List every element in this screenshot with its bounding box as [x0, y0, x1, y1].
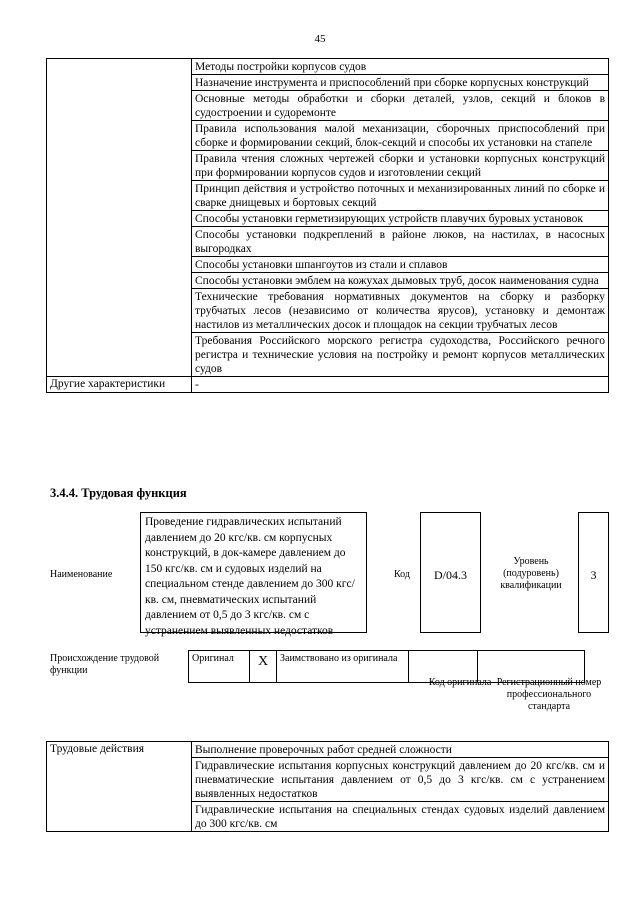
borrowed-label: Заимствовано из оригинала — [277, 651, 409, 683]
knowledge-item: Правила использования малой механизации, сборочных приспособлений при сборке и формировании секций, блок-секций и способы их установки на стапеле — [192, 121, 609, 151]
labor-actions-label: Трудовые действия — [47, 742, 192, 832]
original-code-caption: Код оригинала — [428, 677, 492, 688]
knowledge-item: Правила чтения сложных чертежей сборки и установки корпусных конструкций при формировании корпусов судов и изготовлении секций — [192, 151, 609, 181]
other-characteristics-value: - — [192, 377, 609, 393]
labor-function-code: D/04.3 — [420, 512, 481, 633]
table-row — [47, 59, 609, 75]
table-row — [47, 377, 609, 393]
knowledge-item: Способы установки эмблем на кожухах дымовых труб, досок наименования судна — [192, 273, 609, 289]
knowledge-table — [46, 58, 609, 393]
labor-action-item: Гидравлические испытания на специальных стендах судовых изделий давлением до 300 кгс/кв. см — [192, 802, 609, 832]
knowledge-item: Назначение инструмента и приспособлений при сборке корпусных конструкций — [192, 75, 609, 91]
origin-label: Происхождение трудовой функции — [50, 653, 160, 676]
labor-action-item: Выполнение проверочных работ средней сложности — [192, 742, 609, 758]
labor-function-name: Проведение гидравлических испытаний давлением до 20 кгс/кв. см корпусных конструкций, в док-камере давлением до 150 кгс/кв. см и судовых изделий на специальном стенде давлением до 300 кгс/кв. см, пневматических испытаний давлением от 0,5 до 3 кгс/кв. см с устранением выявленных недостатков — [140, 512, 367, 633]
knowledge-item: Основные методы обработки и сборки деталей, узлов, секций и блоков в судостроении и судоремонте — [192, 91, 609, 121]
labor-actions-table — [46, 741, 609, 832]
knowledge-item: Принцип действия и устройство поточных и механизированных линий по сборке и сварке днищевых и бортовых секций — [192, 181, 609, 211]
original-mark: X — [250, 651, 277, 683]
knowledge-item: Способы установки подкреплений в районе люков, на настилах, в насосных выгородках — [192, 227, 609, 257]
name-label: Наименование — [50, 569, 113, 580]
registration-number-caption: Регистрационный номер профессионального стандарта — [496, 677, 602, 712]
section-title: 3.4.4. Трудовая функция — [50, 486, 187, 500]
other-characteristics-label: Другие характеристики — [47, 377, 192, 393]
qualification-level-value: 3 — [578, 512, 609, 633]
page-number: 45 — [314, 33, 326, 45]
knowledge-item: Методы постройки корпусов судов — [192, 59, 609, 75]
knowledge-label-cell — [47, 59, 192, 377]
knowledge-item: Требования Российского морского регистра судоходства, Российского речного регистра и технические условия на постройку и ремонт корпусов металлических судов — [192, 333, 609, 377]
qualification-level-label: Уровень (подуровень) квалификации — [500, 556, 562, 591]
knowledge-item: Способы установки герметизирующих устройств плавучих буровых установок — [192, 211, 609, 227]
code-label: Код — [394, 569, 410, 580]
knowledge-item: Способы установки шпангоутов из стали и сплавов — [192, 257, 609, 273]
knowledge-item: Технические требования нормативных документов на сборку и разборку трубчатых лесов (независимо от количества ярусов), установку и демонтаж настилов из металлических досок и площадок на секции трубчатых лесов — [192, 289, 609, 333]
table-row — [47, 742, 609, 758]
original-label: Оригинал — [189, 651, 250, 683]
labor-action-item: Гидравлические испытания корпусных конструкций давлением до 20 кгс/кв. см и пневматические испытания давлением от 0,5 до 3 кгс/кв. см с устранением выявленных недостатков — [192, 758, 609, 802]
